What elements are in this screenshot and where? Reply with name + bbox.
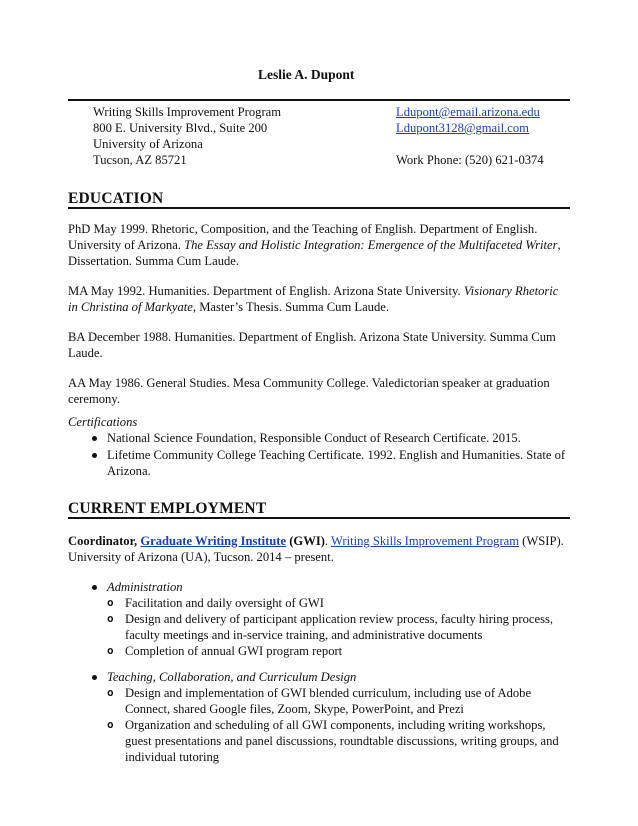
phd-line-2 (68, 237, 561, 253)
certifications-heading: Certifications (68, 415, 138, 429)
address-line-4: Tucson, AZ 85721 (93, 153, 187, 167)
address-line-1: Writing Skills Improvement Program (93, 105, 282, 119)
address-line-2: 800 E. University Blvd., Suite 200 (93, 121, 268, 135)
employment-rule (68, 517, 570, 519)
work-phone: Work Phone: (520) 621-0374 (396, 153, 544, 167)
resume-name: Leslie A. Dupont (258, 67, 355, 82)
ma-thesis-note: , Master’s Thesis. Summa Cum Laude. (192, 300, 390, 314)
bullet-icon (92, 436, 97, 441)
ma-text: MA May 1992. Humanities. Department of English. Arizona State University. (68, 284, 464, 298)
certification-1: National Science Foundation, Responsible Conduct of Research Certificate. 2015. (107, 431, 521, 445)
bullet-icon (92, 585, 97, 590)
email-primary-link[interactable]: Ldupont@email.arizona.edu (396, 105, 540, 119)
sub-bullet-icon: o (107, 644, 114, 657)
dissertation-title: The Essay and Holistic Integration: Emergence of the Multifaceted Writer (184, 238, 558, 252)
phd-line-3: Dissertation. Summa Cum Laude. (68, 254, 240, 268)
admin-item-1: Facilitation and daily oversight of GWI (125, 596, 325, 610)
phd-comma: , (557, 238, 561, 252)
teaching-item-1-line-1: Design and implementation of GWI blended curriculum, including use of Adobe (125, 686, 532, 700)
title-separator: . (324, 534, 331, 548)
gwi-abbr: (GWI) (286, 534, 325, 548)
teaching-heading: Teaching, Collaboration, and Curriculum Design (107, 670, 357, 684)
address-line-3: University of Arizona (93, 137, 203, 151)
education-rule (68, 207, 570, 209)
teaching-item-2-line-3: individual tutoring (125, 750, 220, 764)
job-title-line (68, 533, 564, 549)
sub-bullet-icon: o (107, 718, 114, 731)
bullet-icon (92, 453, 97, 458)
ba-line-2: Laude. (68, 346, 103, 360)
sub-bullet-icon: o (107, 596, 114, 609)
bullet-icon (92, 675, 97, 680)
phd-university: University of Arizona. (68, 238, 185, 252)
phd-line-1: PhD May 1999. Rhetoric, Composition, and the Teaching of English. Department of English. (68, 222, 538, 236)
education-heading: EDUCATION (68, 190, 164, 207)
employment-heading: CURRENT EMPLOYMENT (68, 500, 267, 517)
aa-line-2: ceremony. (68, 392, 120, 406)
thesis-title-part-1: Visionary Rhetoric (463, 284, 559, 298)
teaching-item-2-line-2: guest presentations and panel discussions, roundtable discussions, writing groups, and (125, 734, 559, 748)
email-secondary-link[interactable]: Ldupont3128@gmail.com (396, 121, 529, 135)
admin-item-2-line-1: Design and delivery of participant application review process, faculty hiring process, (125, 612, 554, 626)
job-role: Coordinator, (68, 534, 141, 548)
ma-line-2 (68, 299, 389, 315)
aa-line-1: AA May 1986. General Studies. Mesa Community College. Valedictorian speaker at graduation (68, 376, 550, 390)
certification-2-line-1: Lifetime Community College Teaching Certificate. 1992. English and Humanities. State of (107, 448, 566, 462)
sub-bullet-icon: o (107, 612, 114, 625)
certification-2-line-2: Arizona. (107, 464, 151, 478)
ba-line-1: BA December 1988. Humanities. Department of English. Arizona State University. Summa Cum (68, 330, 556, 344)
teaching-item-1-line-2: Connect, shared Google files, Zoom, Skype, PowerPoint, and Prezi (125, 702, 464, 716)
admin-item-2-line-2: faculty meetings and in-service training, and administrative documents (125, 628, 483, 642)
wsip-link[interactable]: Writing Skills Improvement Program (331, 534, 520, 548)
gwi-link[interactable]: Graduate Writing Institute (140, 534, 287, 548)
thesis-title-part-2: in Christina of Markyate (68, 300, 193, 314)
ma-line-1 (68, 283, 558, 299)
administration-heading: Administration (107, 580, 183, 594)
header-rule (68, 99, 570, 101)
admin-item-3: Completion of annual GWI program report (125, 644, 343, 658)
sub-bullet-icon: o (107, 686, 114, 699)
wsip-abbr: (WSIP). (519, 534, 564, 548)
teaching-item-2-line-1: Organization and scheduling of all GWI components, including writing workshops, (125, 718, 546, 732)
job-location-line: University of Arizona (UA), Tucson. 2014 – present. (68, 550, 334, 564)
